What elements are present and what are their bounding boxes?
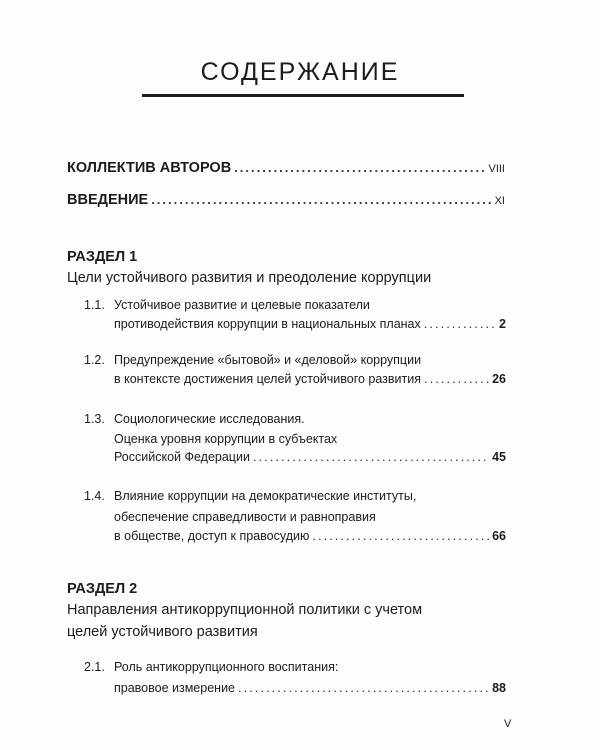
section-1-label: РАЗДЕЛ 1 xyxy=(67,249,138,265)
dot-leader xyxy=(424,316,496,331)
item-line: Оценка уровня коррупции в субъектах xyxy=(114,432,338,446)
page-title: СОДЕРЖАНИЕ xyxy=(200,58,400,86)
toc-entry-1-3[interactable] xyxy=(114,449,506,464)
entry-label: КОЛЛЕКТИВ АВТОРОВ xyxy=(67,160,232,176)
toc-entry-1-4[interactable] xyxy=(114,528,506,543)
dot-leader xyxy=(253,449,489,464)
dot-leader xyxy=(151,192,491,207)
item-number: 2.1. xyxy=(84,660,105,674)
item-line: противодействия коррупции в национальных планах xyxy=(114,317,421,331)
entry-page: XI xyxy=(494,195,505,207)
item-number: 1.2. xyxy=(84,353,105,367)
item-line: Роль антикоррупционного воспитания: xyxy=(114,660,339,674)
item-line: Предупреждение «бытовой» и «деловой» коррупции xyxy=(114,353,422,367)
entry-page: VIII xyxy=(488,163,505,175)
entry-page: 2 xyxy=(499,317,506,331)
entry-page: 66 xyxy=(492,529,506,543)
dot-leader xyxy=(424,371,489,386)
title-underline xyxy=(142,94,464,97)
section-2-title-line: Направления антикоррупционной политики с учетом xyxy=(67,602,423,618)
entry-page: 88 xyxy=(492,681,506,695)
dot-leader xyxy=(238,680,489,695)
entry-label: ВВЕДЕНИЕ xyxy=(67,192,149,208)
item-number: 1.4. xyxy=(84,489,105,503)
toc-entry-2-1[interactable] xyxy=(114,680,506,695)
section-1-title: Цели устойчивого развития и преодоление коррупции xyxy=(67,270,432,286)
item-number: 1.1. xyxy=(84,298,105,312)
item-line: правовое измерение xyxy=(114,681,236,695)
toc-entry-1-1[interactable] xyxy=(114,316,506,331)
item-line: Влияние коррупции на демократические институты, xyxy=(114,489,417,503)
toc-entry-introduction[interactable] xyxy=(67,192,505,208)
dot-leader xyxy=(312,528,489,543)
dot-leader xyxy=(234,160,485,175)
item-line: в обществе, доступ к правосудию xyxy=(114,529,310,543)
item-line: Устойчивое развитие и целевые показатели xyxy=(114,298,370,312)
entry-page: 45 xyxy=(492,450,506,464)
item-line: в контексте достижения целей устойчивого развития xyxy=(114,372,422,386)
item-line: Социологические исследования. xyxy=(114,412,305,426)
page-number: V xyxy=(504,718,512,730)
toc-entry-1-2[interactable] xyxy=(114,371,506,386)
section-2-label: РАЗДЕЛ 2 xyxy=(67,581,138,597)
section-2-title-line: целей устойчивого развития xyxy=(67,624,258,640)
item-line: обеспечение справедливости и равноправия xyxy=(114,510,376,524)
entry-page: 26 xyxy=(492,372,506,386)
item-number: 1.3. xyxy=(84,412,105,426)
toc-entry-authors[interactable] xyxy=(67,160,505,176)
item-line: Российской Федерации xyxy=(114,450,250,464)
